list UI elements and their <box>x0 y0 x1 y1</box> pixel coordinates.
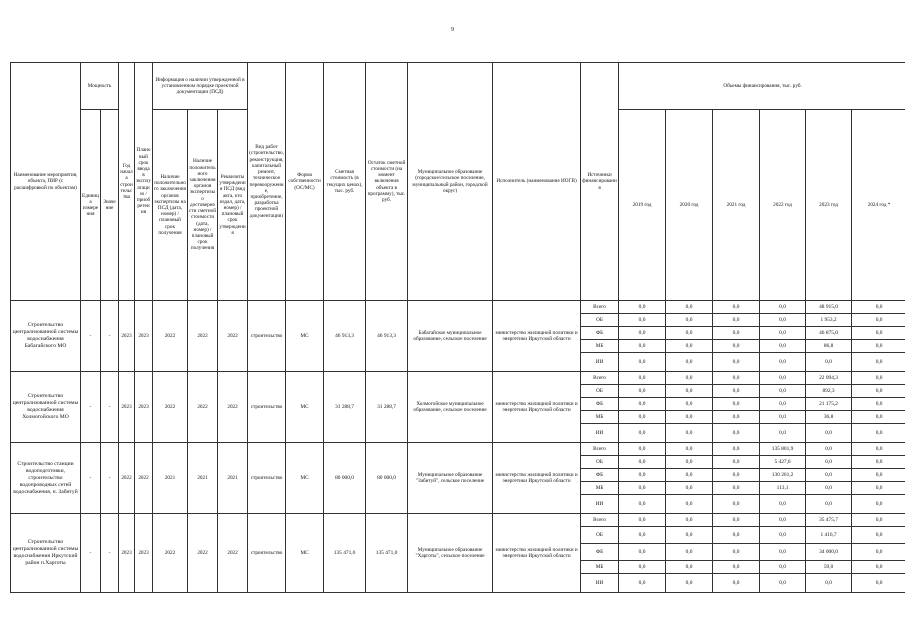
funding-amount: 0,0 <box>713 301 760 314</box>
capacity-unit: - <box>81 301 101 372</box>
table-row <box>11 443 905 456</box>
psd-expertise: 2022 <box>153 301 188 372</box>
funding-amount: 0,0 <box>852 411 905 424</box>
funding-amount: 0,0 <box>806 482 852 495</box>
header-estimate: Сметная стоимость (в текущих ценах), тыс. руб. <box>324 63 366 301</box>
header-year-2023: 2023 год <box>806 110 852 301</box>
funding-amount: 0,0 <box>852 495 905 514</box>
funding-amount: 0,0 <box>619 327 666 340</box>
ownership: МС <box>286 372 324 443</box>
funding-amount: 0,0 <box>619 398 666 411</box>
header-year-2019: 2019 год <box>619 110 666 301</box>
funding-source: ОБ <box>581 385 619 398</box>
funding-amount: 0,0 <box>713 353 760 372</box>
remaining-cost: 80 000,0 <box>366 443 408 514</box>
funding-amount: 35 475,7 <box>806 514 852 527</box>
funding-source: ИИ <box>581 424 619 443</box>
estimate-cost: 46 913,3 <box>324 301 366 372</box>
funding-source: ФБ <box>581 469 619 482</box>
funding-amount: 0,0 <box>619 314 666 327</box>
funding-amount: 0,0 <box>852 385 905 398</box>
object-name: Строительство централизованной системы водоснабжения Бабагайского МО <box>11 301 81 372</box>
funding-amount: 0,0 <box>713 469 760 482</box>
psd-approval: 2021 <box>218 443 248 514</box>
work-type: строительство <box>248 301 286 372</box>
funding-amount: 0,0 <box>760 527 806 544</box>
funding-amount: 0,0 <box>619 561 666 574</box>
funding-amount: 0,0 <box>713 514 760 527</box>
capacity-value: - <box>101 443 119 514</box>
funding-amount: 0,0 <box>852 574 905 593</box>
funding-source: ФБ <box>581 327 619 340</box>
funding-amount: 0,0 <box>806 456 852 469</box>
funding-amount: 0,0 <box>619 456 666 469</box>
funding-amount: 0,0 <box>713 495 760 514</box>
funding-amount: 0,0 <box>760 574 806 593</box>
capacity-value: - <box>101 514 119 593</box>
psd-approval: 2022 <box>218 514 248 593</box>
funding-amount: 0,0 <box>713 574 760 593</box>
municipality: Бабагайское муниципальное образование, сельское поселение <box>408 301 493 372</box>
ownership: МС <box>286 443 324 514</box>
header-value: Значение <box>101 110 119 301</box>
municipality: Муниципальное образование "Забитуй", сельское поселение <box>408 443 493 514</box>
funding-amount: 0,0 <box>806 574 852 593</box>
funding-amount: 5 427,6 <box>760 456 806 469</box>
funding-amount: 0,0 <box>806 495 852 514</box>
funding-amount: 0,0 <box>806 443 852 456</box>
ownership: МС <box>286 301 324 372</box>
header-capacity: Мощность <box>81 63 119 110</box>
header-psd-info: Информация о наличии утвержденной в установленном порядке проектной документации (ПСД) <box>153 63 248 110</box>
header-financing: Объемы финансирования, тыс. руб. <box>619 63 905 110</box>
funding-amount: 36,8 <box>806 411 852 424</box>
funding-amount: 0,0 <box>666 385 713 398</box>
funding-amount: 0,0 <box>806 353 852 372</box>
funding-amount: 0,0 <box>619 495 666 514</box>
funding-amount: 0,0 <box>852 561 905 574</box>
funding-amount: 0,0 <box>666 574 713 593</box>
financing-table <box>10 62 905 593</box>
psd-reliability: 2022 <box>188 301 218 372</box>
funding-amount: 0,0 <box>666 482 713 495</box>
executor: министерство жилищной политики и энергетики Иркутской области <box>493 443 581 514</box>
funding-amount: 0,0 <box>806 469 852 482</box>
funding-amount: 0,0 <box>666 495 713 514</box>
funding-source: МБ <box>581 561 619 574</box>
executor: министерство жилищной политики и энергетики Иркутской области <box>493 301 581 372</box>
funding-amount: 0,0 <box>713 398 760 411</box>
funding-amount: 130 261,2 <box>760 469 806 482</box>
header-year-2021: 2021 год <box>713 110 760 301</box>
funding-amount: 46 875,0 <box>806 327 852 340</box>
funding-amount: 0,0 <box>760 372 806 385</box>
funding-amount: 0,0 <box>852 398 905 411</box>
funding-amount: 0,0 <box>666 411 713 424</box>
funding-amount: 0,0 <box>713 327 760 340</box>
year-end: 2022 <box>135 443 153 514</box>
funding-amount: 0,0 <box>760 544 806 561</box>
header-remainder: Остаток сметной стоимости (на момент включения объекта в программу), тыс. руб. <box>366 63 408 301</box>
municipality: Муниципальное образование "Харготы", сельское поселение <box>408 514 493 593</box>
header-executor: Исполнитель (наименование ИОГВ) <box>493 63 581 301</box>
funding-amount: 0,0 <box>666 527 713 544</box>
header-psd-approval: Реквизиты утверждения ПСД (вид акта, кто издал, дата, номер) / плановый срок утверждения <box>218 110 248 301</box>
funding-amount: 0,0 <box>852 327 905 340</box>
funding-amount: 0,0 <box>713 527 760 544</box>
work-type: строительство <box>248 443 286 514</box>
funding-amount: 0,0 <box>666 469 713 482</box>
header-sources: Источники финансирования <box>581 63 619 301</box>
funding-amount: 0,0 <box>619 514 666 527</box>
funding-amount: 0,0 <box>666 327 713 340</box>
remaining-cost: 31 288,7 <box>366 372 408 443</box>
funding-amount: 0,0 <box>713 385 760 398</box>
year-start: 2023 <box>119 301 135 372</box>
funding-amount: 0,0 <box>666 398 713 411</box>
funding-amount: 0,0 <box>760 385 806 398</box>
funding-amount: 0,0 <box>619 544 666 561</box>
funding-amount: 0,0 <box>666 544 713 561</box>
funding-amount: 0,0 <box>760 353 806 372</box>
table-row <box>11 514 905 527</box>
funding-amount: 1 953,2 <box>806 314 852 327</box>
remaining-cost: 46 913,3 <box>366 301 408 372</box>
funding-amount: 113,1 <box>760 482 806 495</box>
funding-source: Всего <box>581 514 619 527</box>
funding-amount: 0,0 <box>619 482 666 495</box>
funding-amount: 0,0 <box>852 424 905 443</box>
funding-amount: 0,0 <box>852 527 905 544</box>
funding-amount: 0,0 <box>760 561 806 574</box>
funding-amount: 0,0 <box>852 456 905 469</box>
funding-amount: 86,8 <box>806 340 852 353</box>
funding-amount: 0,0 <box>806 424 852 443</box>
funding-amount: 0,0 <box>713 456 760 469</box>
funding-source: МБ <box>581 340 619 353</box>
funding-amount: 1 416,7 <box>806 527 852 544</box>
funding-amount: 0,0 <box>666 456 713 469</box>
funding-amount: 0,0 <box>852 469 905 482</box>
header-year-2022: 2022 год <box>760 110 806 301</box>
estimate-cost: 135 471,0 <box>324 514 366 593</box>
header-year-end: Плановый срок ввода в эксплуатацию / приобретения <box>135 63 153 301</box>
funding-amount: 0,0 <box>619 385 666 398</box>
funding-amount: 0,0 <box>619 527 666 544</box>
psd-approval: 2022 <box>218 301 248 372</box>
funding-source: МБ <box>581 411 619 424</box>
executor: министерство жилищной политики и энергетики Иркутской области <box>493 372 581 443</box>
funding-amount: 0,0 <box>666 353 713 372</box>
funding-source: ИИ <box>581 353 619 372</box>
funding-amount: 0,0 <box>852 353 905 372</box>
funding-amount: 0,0 <box>666 314 713 327</box>
ownership: МС <box>286 514 324 593</box>
funding-amount: 0,0 <box>713 411 760 424</box>
year-end: 2023 <box>135 301 153 372</box>
funding-amount: 0,0 <box>619 372 666 385</box>
funding-amount: 0,0 <box>666 301 713 314</box>
page-number: 9 <box>451 27 454 33</box>
funding-amount: 0,0 <box>760 411 806 424</box>
header-unit: Единица измерения <box>81 110 101 301</box>
year-start: 2023 <box>119 372 135 443</box>
capacity-value: - <box>101 301 119 372</box>
funding-amount: 21 175,2 <box>806 398 852 411</box>
funding-amount: 0,0 <box>619 411 666 424</box>
funding-amount: 0,0 <box>666 424 713 443</box>
funding-source: Всего <box>581 301 619 314</box>
table-row <box>11 301 905 314</box>
funding-amount: 0,0 <box>852 482 905 495</box>
funding-amount: 0,0 <box>852 544 905 561</box>
header-year-start: Год начала строительства <box>119 63 135 301</box>
funding-source: МБ <box>581 482 619 495</box>
psd-expertise: 2021 <box>153 443 188 514</box>
funding-amount: 0,0 <box>760 340 806 353</box>
funding-amount: 0,0 <box>852 314 905 327</box>
psd-reliability: 2021 <box>188 443 218 514</box>
funding-amount: 0,0 <box>619 340 666 353</box>
funding-amount: 0,0 <box>666 514 713 527</box>
funding-amount: 0,0 <box>666 443 713 456</box>
funding-amount: 0,0 <box>852 301 905 314</box>
funding-source: ФБ <box>581 398 619 411</box>
funding-amount: 0,0 <box>619 301 666 314</box>
funding-amount: 0,0 <box>713 372 760 385</box>
funding-amount: 0,0 <box>713 314 760 327</box>
psd-approval: 2022 <box>218 372 248 443</box>
funding-amount: 0,0 <box>713 561 760 574</box>
funding-amount: 0,0 <box>713 544 760 561</box>
header-year-2024: 2024 год * <box>852 110 905 301</box>
executor: министерство жилищной политики и энергетики Иркутской области <box>493 514 581 593</box>
funding-source: ОБ <box>581 456 619 469</box>
funding-amount: 0,0 <box>852 514 905 527</box>
funding-source: Всего <box>581 443 619 456</box>
capacity-unit: - <box>81 514 101 593</box>
table-row <box>11 372 905 385</box>
funding-amount: 0,0 <box>666 561 713 574</box>
funding-amount: 0,0 <box>760 314 806 327</box>
header-name: Наименование мероприятия, объекта, ПИР (с расшифровкой по объектам) <box>11 63 81 301</box>
psd-expertise: 2022 <box>153 514 188 593</box>
object-name: Строительство централизованной системы водоснабжения Иркутский район п.Харготы <box>11 514 81 593</box>
funding-amount: 48 915,0 <box>806 301 852 314</box>
funding-amount: 0,0 <box>666 372 713 385</box>
funding-amount: 0,0 <box>713 424 760 443</box>
header-year-2020: 2020 год <box>666 110 713 301</box>
funding-source: ОБ <box>581 527 619 544</box>
funding-amount: 34 000,0 <box>806 544 852 561</box>
funding-amount: 892,3 <box>806 385 852 398</box>
header-psd-expertise: Наличие положительного заключения органов экспертизы на ПСД (дата, номер) / плановый срок получения <box>153 110 188 301</box>
funding-source: ФБ <box>581 544 619 561</box>
funding-source: Всего <box>581 372 619 385</box>
capacity-unit: - <box>81 443 101 514</box>
funding-amount: 0,0 <box>760 301 806 314</box>
municipality: Холмогойское муниципальное образование, сельское поселение <box>408 372 493 443</box>
psd-reliability: 2022 <box>188 514 218 593</box>
header-psd-reliability: Наличие положительного заключения органов экспертизы о достоверности сметной стоимости (дата, номер) / плановый срок получения <box>188 110 218 301</box>
funding-amount: 0,0 <box>619 424 666 443</box>
funding-amount: 0,0 <box>852 443 905 456</box>
object-name: Строительство централизованной системы водоснабжения Холмогойского МО <box>11 372 81 443</box>
funding-amount: 0,0 <box>619 574 666 593</box>
funding-amount: 0,0 <box>713 482 760 495</box>
funding-amount: 0,0 <box>619 469 666 482</box>
funding-amount: 0,0 <box>760 398 806 411</box>
funding-source: ОБ <box>581 314 619 327</box>
year-end: 2023 <box>135 514 153 593</box>
work-type: строительство <box>248 372 286 443</box>
funding-amount: 0,0 <box>760 495 806 514</box>
remaining-cost: 135 471,0 <box>366 514 408 593</box>
funding-amount: 22 094,3 <box>806 372 852 385</box>
psd-reliability: 2022 <box>188 372 218 443</box>
psd-expertise: 2022 <box>153 372 188 443</box>
funding-source: ИИ <box>581 495 619 514</box>
funding-amount: 0,0 <box>666 340 713 353</box>
year-start: 2023 <box>119 514 135 593</box>
funding-amount: 0,0 <box>713 340 760 353</box>
funding-amount: 135 801,9 <box>760 443 806 456</box>
funding-amount: 0,0 <box>760 514 806 527</box>
year-end: 2023 <box>135 372 153 443</box>
funding-amount: 0,0 <box>852 372 905 385</box>
funding-amount: 0,0 <box>760 327 806 340</box>
estimate-cost: 80 000,0 <box>324 443 366 514</box>
header-work-type: Вид работ (строительство, реконструкция, капитальный ремонт, техническое перевооружение, приобретение, разработка проектной документации) <box>248 63 286 301</box>
funding-amount: 0,0 <box>760 424 806 443</box>
estimate-cost: 31 288,7 <box>324 372 366 443</box>
funding-amount: 0,0 <box>713 443 760 456</box>
year-start: 2022 <box>119 443 135 514</box>
capacity-value: - <box>101 372 119 443</box>
funding-amount: 0,0 <box>619 443 666 456</box>
object-name: Строительство станции водоподготовки, строительство водопроводных сетей водоснабжения, п. Забитуй <box>11 443 81 514</box>
funding-amount: 0,0 <box>852 340 905 353</box>
funding-source: ИИ <box>581 574 619 593</box>
header-ownership: Форма собственности (ОС/МС) <box>286 63 324 301</box>
work-type: строительство <box>248 514 286 593</box>
funding-amount: 59,0 <box>806 561 852 574</box>
funding-amount: 0,0 <box>619 353 666 372</box>
header-municipality: Муниципальное образование (городское/сельское поселение, муниципальный район, городской округ) <box>408 63 493 301</box>
capacity-unit: - <box>81 372 101 443</box>
